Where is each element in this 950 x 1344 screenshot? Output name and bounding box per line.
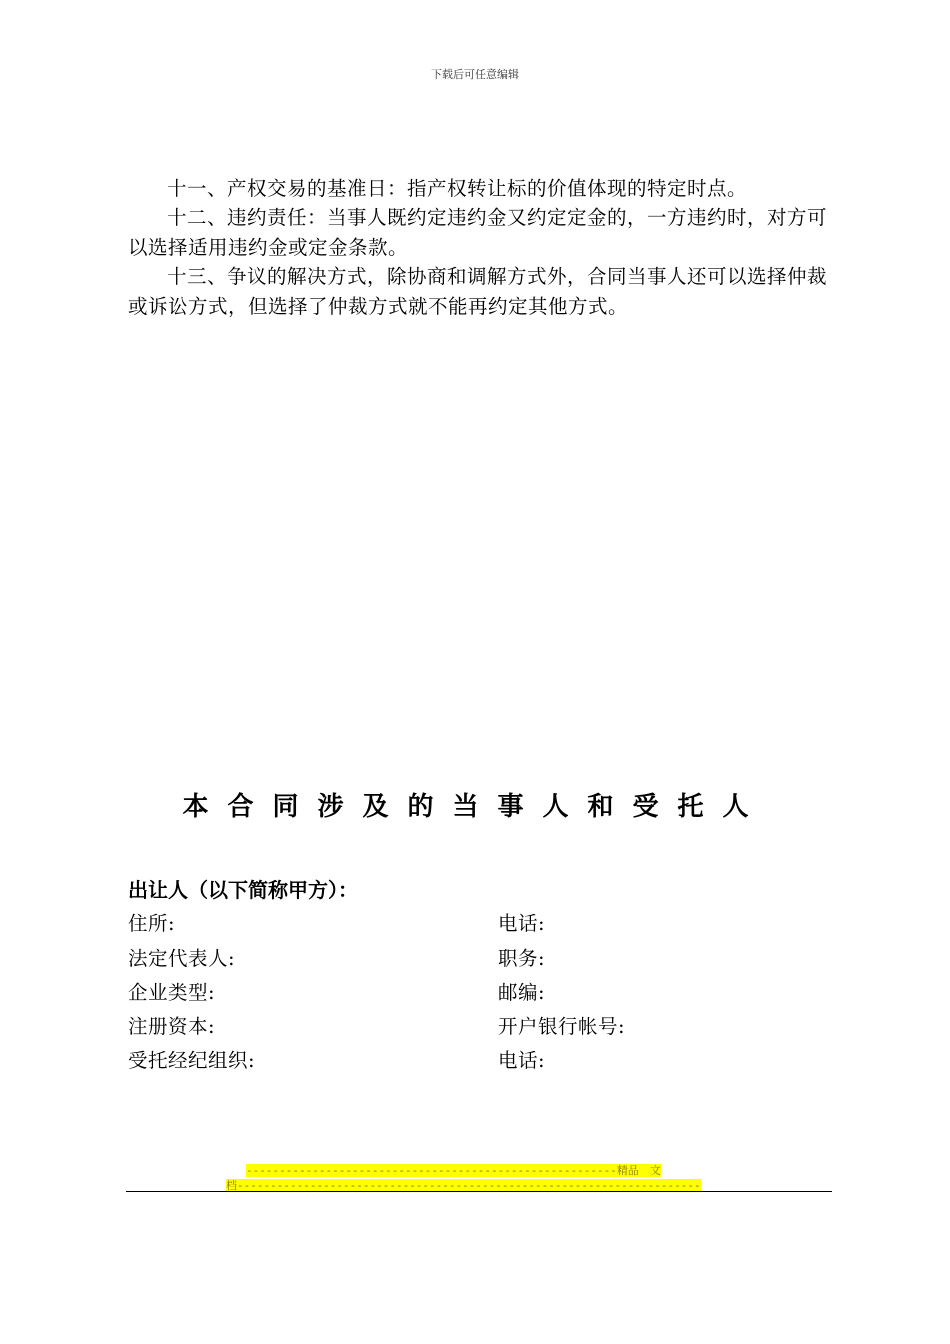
footer-rule xyxy=(126,1191,832,1192)
party-heading: 出让人（以下简称甲方）： xyxy=(128,878,358,902)
footer-banner-line1 xyxy=(0,1162,950,1178)
field-broker-phone-label: 电话: xyxy=(498,1049,546,1072)
field-bank-account-label: 开户银行帐号: xyxy=(498,1015,626,1038)
section-title: 本合同涉及的当事人和受托人 xyxy=(182,792,768,822)
footer-banner-text2: 档---------------------------------------------------------------------- xyxy=(226,1179,701,1192)
field-phone-label: 电话: xyxy=(498,912,546,935)
field-legal-rep-label: 法定代表人: xyxy=(128,947,236,970)
field-position-label: 职务: xyxy=(498,947,546,970)
field-registered-capital-label: 注册资本: xyxy=(128,1015,216,1038)
footer-banner-text1: --------------------------------------------------------精品 文 xyxy=(246,1164,661,1177)
field-postcode-label: 邮编: xyxy=(498,981,546,1004)
field-address-label: 住所: xyxy=(128,912,176,935)
clause-13: 十三、争议的解决方式，除协商和调解方式外，合同当事人还可以选择仲裁或诉讼方式，但选择了仲裁方式就不能再约定其他方式。 xyxy=(128,265,828,318)
clause-12: 十二、违约责任：当事人既约定违约金又约定定金的，一方违约时，对方可以选择适用违约金或定金条款。 xyxy=(128,206,828,259)
field-company-type-label: 企业类型: xyxy=(128,981,216,1004)
page-header-note: 下载后可任意编辑 xyxy=(431,68,519,81)
field-broker-label: 受托经纪组织: xyxy=(128,1049,256,1072)
clause-11: 十一、产权交易的基准日：指产权转让标的价值体现的特定时点。 xyxy=(167,177,748,200)
